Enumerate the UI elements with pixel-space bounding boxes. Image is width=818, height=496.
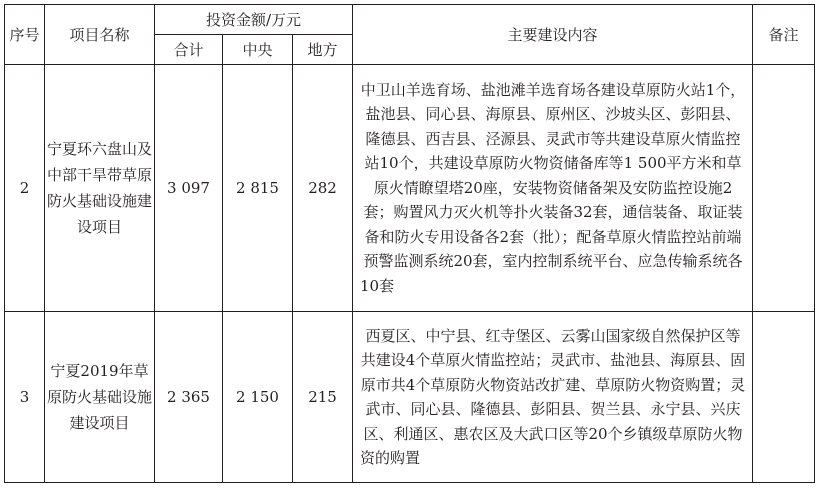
row-total: 3 097 <box>155 65 223 312</box>
header-content: 主要建设内容 <box>353 5 753 65</box>
row-seq: 2 <box>5 65 45 312</box>
header-central: 中央 <box>223 35 293 65</box>
header-total: 合计 <box>155 35 223 65</box>
row-central: 2 815 <box>223 65 293 312</box>
header-local: 地方 <box>293 35 353 65</box>
table-row <box>5 65 815 312</box>
row-content: 中卫山羊选育场、盐池滩羊选育场各建设草原防火站1个，盐池县、同心县、海原县、原州区、沙坡头区、彭阳县、隆德县、西吉县、泾源县、灵武市等共建设草原火情监控站10个，共建设草原防火物资储备库等1 500平方米和草原火情瞭望塔20座，安装物资储备架及安防监控设施2套；购置风力灭火机等扑火装备32套，通信装备、取证装备和防火专用设备各2套（批）；配备草原火情监控站前端预警监测系统20套，室内控制系统平台、应急传输系统各10套 <box>353 65 753 312</box>
row-project-name: 宁夏环六盘山及中部干旱带草原防火基础设施建设项目 <box>45 65 155 312</box>
row-remark <box>753 65 815 312</box>
investment-table <box>4 4 815 483</box>
header-row <box>5 5 815 35</box>
header-remark: 备注 <box>753 5 815 65</box>
row-project-name: 宁夏2019年草原防火基础设施建设项目 <box>45 312 155 483</box>
table-row <box>5 312 815 483</box>
row-remark <box>753 312 815 483</box>
header-investment: 投资金额/万元 <box>155 5 353 35</box>
header-project-name: 项目名称 <box>45 5 155 65</box>
row-local: 215 <box>293 312 353 483</box>
row-total: 2 365 <box>155 312 223 483</box>
row-seq: 3 <box>5 312 45 483</box>
header-seq: 序号 <box>5 5 45 65</box>
row-local: 282 <box>293 65 353 312</box>
row-central: 2 150 <box>223 312 293 483</box>
row-content: 西夏区、中宁县、红寺堡区、云雾山国家级自然保护区等共建设4个草原火情监控站；灵武市、盐池县、海原县、固原市共4个草原防火物资站改扩建、草原防火物资购置；灵武市、同心县、隆德县、彭阳县、贺兰县、永宁县、兴庆区、利通区、惠农区及大武口区等20个乡镇级草原防火物资的购置 <box>353 312 753 483</box>
